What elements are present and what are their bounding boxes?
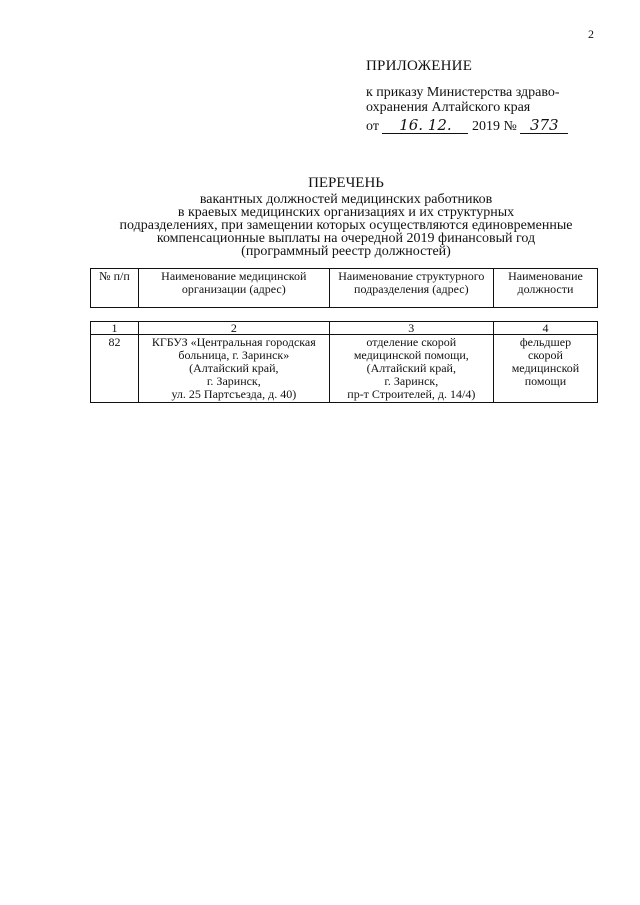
position-line: фельдшер — [519, 335, 572, 349]
column-header-position: Наименование должности — [493, 269, 597, 308]
unit-line: г. Заринск, — [384, 374, 439, 388]
column-header-unit: Наименование структурного подразделения (адрес) — [329, 269, 493, 308]
organization-line: ул. 25 Партсъезда, д. 40) — [171, 387, 297, 401]
unit-line: отделение скорой — [366, 335, 457, 349]
column-header-organization: Наименование медицинской организации (адрес) — [138, 269, 329, 308]
appendix-block — [366, 58, 606, 135]
document-heading — [90, 175, 602, 258]
order-date-line — [366, 118, 606, 135]
appendix-line-2: охранения Алтайского края — [366, 100, 531, 115]
table-header — [90, 268, 598, 308]
unit-line: пр-т Строителей, д. 14/4) — [347, 387, 476, 401]
organization-line: КГБУЗ «Центральная городская — [151, 335, 316, 349]
appendix-line-1: к приказу Министерства здраво- — [366, 85, 560, 100]
unit-line: медицинской помощи, — [353, 348, 469, 362]
column-number: 2 — [138, 322, 329, 335]
page-number: 2 — [588, 27, 594, 41]
organization-line: г. Заринск, — [206, 374, 261, 388]
heading-title: ПЕРЕЧЕНЬ — [308, 175, 384, 191]
appendix-title: ПРИЛОЖЕНИЕ — [366, 58, 473, 74]
handwritten-order-number: 373 — [520, 118, 568, 134]
row-number: 82 — [91, 335, 139, 403]
heading-line: (программный реестр должностей) — [241, 244, 451, 259]
column-header-number: № п/п — [91, 269, 139, 308]
organization-cell — [138, 335, 329, 403]
position-line: медицинской — [511, 361, 580, 375]
organization-line: больница, г. Заринск» — [178, 348, 290, 362]
vacancy-table — [90, 321, 598, 403]
column-number: 3 — [329, 322, 493, 335]
unit-cell — [329, 335, 493, 403]
heading-line: подразделениях, при замещении которых осуществляются единовременные — [119, 218, 573, 233]
table-row — [91, 335, 598, 403]
handwritten-date: 16. 12. — [382, 118, 468, 134]
heading-line: вакантных должностей медицинских работников — [199, 192, 493, 207]
organization-line: (Алтайский край, — [189, 361, 279, 375]
column-number-row — [91, 322, 598, 335]
date-prefix: от — [366, 119, 379, 134]
column-number: 4 — [493, 322, 597, 335]
year-text: 2019 № — [471, 119, 517, 134]
column-number: 1 — [91, 322, 139, 335]
position-line: скорой — [527, 348, 563, 362]
position-line: помощи — [524, 374, 567, 388]
position-cell — [493, 335, 597, 403]
unit-line: (Алтайский край, — [366, 361, 456, 375]
heading-line: в краевых медицинских организациях и их структурных — [177, 205, 515, 220]
heading-line: компенсационные выплаты на очередной 2019 финансовый год — [156, 231, 536, 246]
